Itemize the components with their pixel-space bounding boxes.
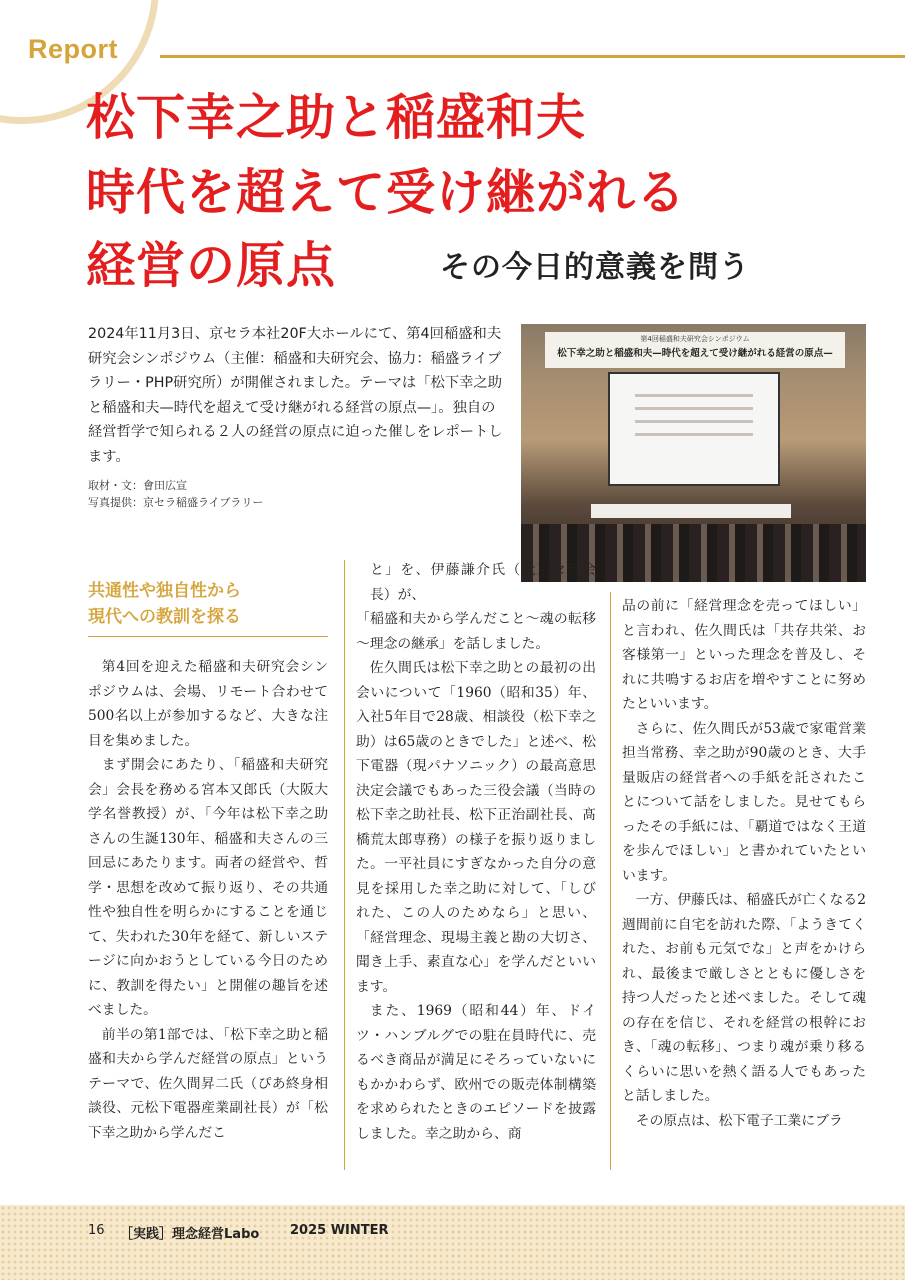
paragraph: 前半の第1部では、「松下幸之助と稲盛和夫から学んだ経営の原点」というテーマで、佐久間昇二氏（ぴあ終身相談役、元松下電器産業副社長）が「松下幸之助から学んだこ (88, 1026, 328, 1141)
column-divider-1 (344, 560, 345, 1170)
header-rule (160, 55, 905, 58)
lead-paragraph (88, 322, 508, 469)
magazine-prefix: ［実践］ (120, 1227, 173, 1242)
footer-band (0, 1205, 905, 1280)
banner-main-text: 松下幸之助と稲盛和夫—時代を超えて受け継がれる経営の原点— (557, 348, 833, 359)
paragraph: 一方、伊藤氏は、稲盛氏が亡くなる2週間前に自宅を訪れた際、「ようきてくれた、お前も元気でな」と声をかけられ、最後まで厳しさとともに優しさを持つ人だったと述べました。そして魂の存在を信じ、それを経営の根幹におき、「魂の転移」、つまり魂が乗り移るくらいに思いを熱く語る人でもあったと話しました。 (622, 892, 866, 1104)
paragraph: さらに、佐久間氏が53歳で家電営業担当常務、幸之助が90歳のとき、大手量販店の経営者への手紙を託されたことについて話をしました。見せてもらったその手紙には、「覇道ではなく王道を歩んでほしい」と書かれていたといいます。 (622, 720, 866, 884)
paragraph: また、1969（昭和44）年、ドイツ・ハンブルグでの駐在員時代に、売るべき商品が満足にそろっていないにもかかわらず、欧州での販売体制構築を求められたときのエピソードを披露しました。幸之助から、商 (356, 1003, 596, 1142)
section-label: Report (28, 34, 118, 64)
paragraph: その原点は、松下電子工業にブラ (635, 1112, 843, 1129)
paragraph: 第4回を迎えた稲盛和夫研究会シンポジウムは、会場、リモート合わせて500名以上が参加するなど、大きな注目を集めました。 (88, 659, 328, 749)
credit-writer: 取材・文：會田広宣 (88, 479, 187, 492)
title-line-2: 時代を超えて受け継がれる (86, 164, 687, 221)
paragraph: 「稲盛和夫から学んだこと～魂の転移～理念の継承」を話しました。 (356, 611, 596, 652)
paragraph: と」を、伊藤謙介氏（元京セラ会長）が、 (370, 562, 596, 603)
body-column-1 (88, 655, 328, 1145)
page-number: 16 (88, 1223, 105, 1238)
panel-table (591, 504, 791, 518)
lead-text: 2024年11月3日、京セラ本社20F大ホールにて、第4回稲盛和夫研究会シンポジウム（主催：稲盛和夫研究会、協力：稲盛ライブラリー・PHP研究所）が開催されました。テーマは「松下幸之助と稲盛和夫—時代を超えて受け継がれる経営の原点—」。独自の経営哲学で知られる２人の経営の原点に迫った催しをレポートします。 (88, 326, 503, 465)
photo-banner (545, 332, 845, 368)
section-heading (88, 578, 241, 630)
paragraph: まず開会にあたり、「稲盛和夫研究会」会長を務める宮本又郎氏（大阪大学名誉教授）が、「今年は松下幸之助さんの生誕130年、稲盛和夫さんの三回忌にあたります。両者の経営や、哲学・思想を改めて振り返り、その共通性や独自性を明らかにすることを通じて、失われた30年を経て、新しいステージに向かおうとしている今日のために、教訓を得たい」と開催の趣旨を述べました。 (88, 757, 328, 1018)
section-rule (88, 636, 328, 637)
magazine-title (120, 1223, 259, 1242)
section-heading-line-2: 現代への教訓を探る (88, 607, 241, 627)
body-column-3 (622, 594, 866, 1133)
title-line-1: 松下幸之助と稲盛和夫 (86, 89, 587, 146)
title-line-3: 経営の原点 (86, 237, 337, 294)
magazine-name: 理念経営Labo (172, 1227, 260, 1242)
paragraph: 佐久間氏は松下幸之助との最初の出会いについて「1960（昭和35）年、入社5年目で28歳、相談役（松下幸之助）は65歳のときでした」と述べ、松下電器（現パナソニック）の最高意思決定会議でもあった三役会議（当時の松下幸之助社長、松下正治副社長、髙橋荒太郎専務）の様子を振り返りました。一平社員にすぎなかった自分の意見を採用した幸之助に対して、「しびれた、この人のためなら」と思い、「経営理念、現場主義と勘の大切さ、聞き上手、素直な心」を学んだといいます。 (356, 660, 596, 995)
issue-label: 2025 WINTER (290, 1223, 389, 1238)
subtitle: その今日的意義を問う (440, 250, 750, 285)
section-heading-line-1: 共通性や独自性から (88, 581, 241, 601)
column-divider-2 (610, 592, 611, 1170)
banner-small-text: 第4回稲盛和夫研究会シンポジウム (640, 335, 750, 343)
projection-screen (608, 372, 780, 486)
credit-photo: 写真提供：京セラ稲盛ライブラリー (88, 496, 264, 509)
event-photo (521, 324, 866, 582)
body-column-2 (356, 558, 596, 1146)
paragraph: 品の前に「経営理念を売ってほしい」と言われ、佐久間氏は「共存共栄、お客様第一」といった理念を普及し、それに共鳴するお店を増やすことに努めたといいます。 (622, 598, 866, 712)
